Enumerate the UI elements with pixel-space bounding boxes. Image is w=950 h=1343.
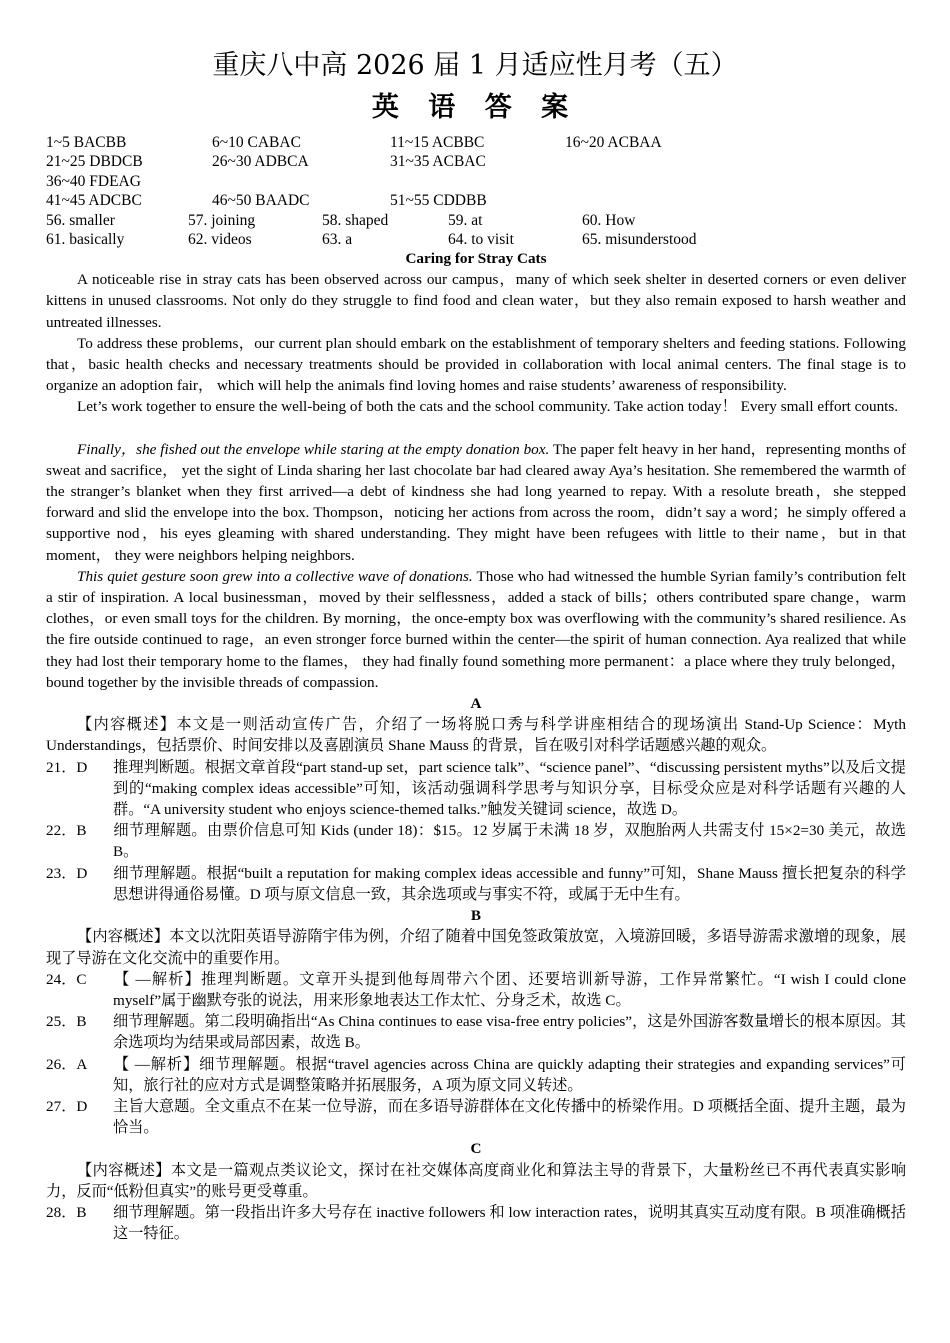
fill-key-row xyxy=(46,211,906,230)
explanation-item xyxy=(46,820,906,862)
section-summary: 【内容概述】本文是一则活动宣传广告，介绍了一场将脱口秀与科学讲座相结合的现场演出 Stand-Up Science：Myth Understandings，包括票价、时间安排以及喜剧演员 Shane Mauss 的背景，旨在吸引对科学话题感兴趣的观众。 xyxy=(46,716,906,755)
continuation-opening-sentence: Finally，she fished out the envelope while staring at the empty donation box. xyxy=(77,440,550,458)
answer-key: 11~15 ACBBC xyxy=(390,134,485,151)
explanation-text: 细节理解题。由票价信息可知 Kids (under 18)：$15。12 岁属于未满 18 岁，双胞胎两人共需支付 15×2=30 美元，故选 B。 xyxy=(113,822,906,861)
explanation-text: 细节理解题。第二段明确指出“As China continues to ease visa-free entry policies”，这是外国游客数量增长的根本原因。其余选项均为结果或局部因素，故选 B。 xyxy=(113,1013,906,1052)
fill-key: 59. at xyxy=(448,211,483,229)
explanation-item xyxy=(46,1011,906,1053)
section-label-b: B xyxy=(470,907,482,925)
fill-key: 64. to visit xyxy=(448,230,514,248)
answer-key: 21~25 DBDCB xyxy=(46,153,143,171)
fill-key: 62. videos xyxy=(188,230,252,248)
essay-title: Caring for Stray Cats xyxy=(405,250,547,267)
answer-key: 51~55 CDDBB xyxy=(390,192,487,210)
answer-key: 26~30 ADBCA xyxy=(212,153,309,171)
explanation-item xyxy=(46,1096,906,1138)
fill-key: 56. smaller xyxy=(46,211,115,229)
essay-paragraph: To address these problems，our current plan should embark on the establishment of temporary shelters and feeding stations. Following that，basic health checks and necessary treatments should be provided in collaboration with local animal centers. The final stage is to organize an adoption fair， which will help the animals find loving homes and raise students’ awareness of responsibility. xyxy=(46,334,906,395)
page-subtitle: 英 语 答 案 xyxy=(371,92,579,123)
question-answer: 22．B xyxy=(46,822,87,840)
page-title: 重庆八中高 2026 届 1 月适应性月考（五） xyxy=(212,50,738,81)
explanation-text: 细节理解题。第一段指出许多大号存在 inactive followers 和 low interaction rates，说明其真实互动度有限。B 项准确概括这一特征。 xyxy=(113,1203,906,1243)
question-answer: 28．B xyxy=(46,1203,87,1221)
continuation-opening-sentence: This quiet gesture soon grew into a collective wave of donations. xyxy=(77,567,473,585)
fill-key: 58. shaped xyxy=(322,211,389,229)
answer-key: 1~5 BACBB xyxy=(46,134,127,151)
answer-key: 31~35 ACBAC xyxy=(390,153,486,171)
explanation-text: 推理判断题。根据文章首段“part stand-up set，part science talk”、“science panel”、“discussing persistent myths”以及后文提到的“making complex ideas accessible”可知，该活动强调科学思考与知识分享，目标受众应是对科学话题有兴趣的人群。“A university student who enjoys science-themed talks.”触发关键词 science，故选 D。 xyxy=(113,758,906,819)
continuation-text: The paper felt heavy in her hand，representing months of sweat and sacrifice， yet the sight of Linda sharing her last chocolate bar had cleared away Aya’s hesitation. She remembered the warmth of the stranger’s blanket when they first arrived—a debt of kindness she had long yearned to repay. With a resolute breath，she stepped forward and slid the envelope into the box. Thompson，noticing her actions from across the room，didn’t say a word；he simply offered a supportive nod，his eyes gleaming with shared understanding. They might have been refugees with little to their name，but in that moment， they were neighbors helping neighbors. xyxy=(46,440,906,564)
question-answer: 24．C xyxy=(46,970,87,988)
essay-paragraph: Let’s work together to ensure the well-being of both the cats and the school community. Take action today！ Every small effort counts. xyxy=(77,398,899,416)
answer-key-row xyxy=(46,133,906,152)
answer-key: 16~20 ACBAA xyxy=(565,134,662,151)
answer-key-row xyxy=(46,172,906,191)
answer-key: 46~50 BAADC xyxy=(212,192,310,210)
continuation-paragraph xyxy=(46,566,906,693)
question-answer: 26．A xyxy=(46,1055,88,1073)
question-answer: 25．B xyxy=(46,1013,87,1031)
continuation-text: Those who had witnessed the humble Syrian family’s contribution felt a stir of inspiration. A local businessman，moved by their selflessness，added a stack of bills；others contributed spare change，warm clothes，or even small toys for the children. By morning，the once-empty box was overflowing with the community’s shared resilience. As the fire outside continued to rage，an even stronger force burned within the center—the spirit of human connection. Aya realized that while they had lost their temporary home to the flames， they had finally found something more permanent：a place where they truly belonged，bound together by the invisible threads of compassion. xyxy=(46,567,906,691)
explanation-item xyxy=(46,757,906,821)
fill-key: 61. basically xyxy=(46,230,125,248)
section-label-c: C xyxy=(470,1140,482,1158)
explanation-item xyxy=(46,863,906,905)
answer-key: 36~40 FDEAG xyxy=(46,172,141,190)
answer-body xyxy=(46,248,906,1244)
answer-key: 6~10 CABAC xyxy=(212,134,301,151)
explanation-text: 细节理解题。根据“built a reputation for making complex ideas accessible and funny”可知，Shane Mauss 擅长把复杂的科学思想讲得通俗易懂。D 项与原文信息一致，其余选项或与事实不符，或属于无中生有。 xyxy=(113,864,906,903)
explanation-item xyxy=(46,969,906,1011)
fill-key-row xyxy=(46,230,906,249)
spacer xyxy=(46,418,906,439)
section-summary: 【内容概述】本文以沈阳英语导游隋宇伟为例，介绍了随着中国免签政策放宽，入境游回暖，多语导游需求激增的现象，展现了导游在文化交流中的重要作用。 xyxy=(46,928,906,967)
section-label-a: A xyxy=(470,695,482,713)
question-answer: 27．D xyxy=(46,1097,88,1115)
section-summary: 【内容概述】本文是一篇观点类议论文，探讨在社交媒体高度商业化和算法主导的背景下，大量粉丝已不再代表真实影响力，反而“低粉但真实”的账号更受尊重。 xyxy=(46,1161,906,1200)
fill-key: 60. How xyxy=(582,211,636,229)
explanation-text: 【 —解析】推理判断题。文章开头提到他每周带六个团、还要培训新导游，工作异常繁忙。“I wish I could clone myself”属于幽默夸张的说法，用来形象地表达工作太忙、分身乏术，故选 C。 xyxy=(113,970,906,1009)
question-answer: 21．D xyxy=(46,758,88,776)
essay-paragraph: A noticeable rise in stray cats has been observed across our campus，many of which seek shelter in deserted corners or even deliver kittens in unused classrooms. Not only do they struggle to find food and clean water，but they also remain exposed to harsh weather and untreated illnesses. xyxy=(46,271,906,331)
answer-key-block xyxy=(46,133,906,249)
fill-key: 65. misunderstood xyxy=(582,230,697,248)
explanation-item xyxy=(46,1054,906,1096)
answer-key-row xyxy=(46,152,906,171)
answer-key-row xyxy=(46,191,906,210)
explanation-item xyxy=(46,1202,906,1244)
answer-key: 41~45 ADCBC xyxy=(46,192,142,210)
explanation-text: 【 —解析】细节理解题。根据“travel agencies across China are quickly adapting their strategies and expanding services”可知，旅行社的应对方式是调整策略并拓展服务，A 项为原文同义转述。 xyxy=(113,1055,906,1094)
continuation-paragraph xyxy=(46,439,906,566)
fill-key: 57. joining xyxy=(188,211,256,229)
explanation-text: 主旨大意题。全文重点不在某一位导游，而在多语导游群体在文化传播中的桥梁作用。D 项概括全面、提升主题，最为恰当。 xyxy=(113,1097,906,1137)
fill-key: 63. a xyxy=(322,230,353,248)
question-answer: 23．D xyxy=(46,864,88,882)
